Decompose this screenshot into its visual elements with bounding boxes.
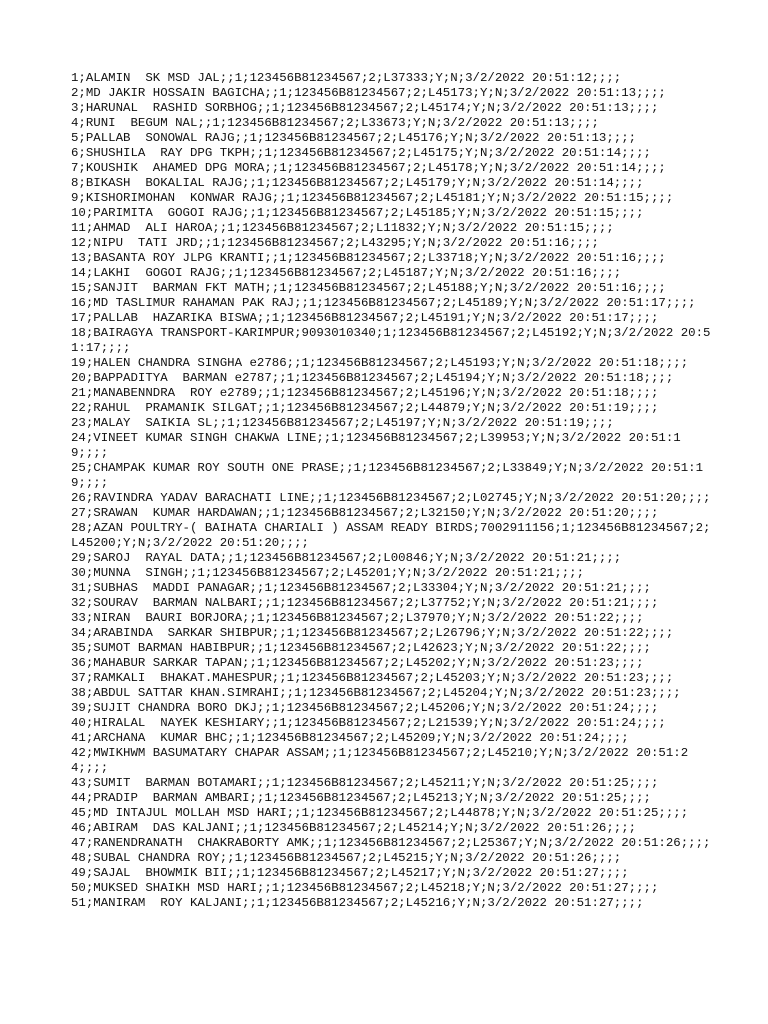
document-page — [71, 71, 711, 911]
record-line: 18;BAIRAGYA TRANSPORT-KARIMPUR;9093010340;1;123456B81234567;2;L45192;Y;N;3/2/2022 20:51:17;;;; — [71, 326, 711, 355]
record-line: 10;PARIMITA GOGOI RAJG;;1;123456B81234567;2;L45185;Y;N;3/2/2022 20:51:15;;;; — [71, 206, 644, 220]
record-line: 41;ARCHANA KUMAR BHC;;1;123456B81234567;2;L45209;Y;N;3/2/2022 20:51:24;;;; — [71, 731, 629, 745]
record-line: 13;BASANTA ROY JLPG KRANTI;;1;123456B81234567;2;L33718;Y;N;3/2/2022 20:51:16;;;; — [71, 251, 666, 265]
record-line: 37;RAMKALI BHAKAT.MAHESPUR;;1;123456B81234567;2;L45203;Y;N;3/2/2022 20:51:23;;;; — [71, 671, 674, 685]
record-line: 50;MUKSED SHAIKH MSD HARI;;1;123456B81234567;2;L45218;Y;N;3/2/2022 20:51:27;;;; — [71, 881, 659, 895]
record-line: 45;MD INTAJUL MOLLAH MSD HARI;;1;123456B81234567;2;L44878;Y;N;3/2/2022 20:51:25;;;; — [71, 806, 689, 820]
record-line: 28;AZAN POULTRY-( BAIHATA CHARIALI ) ASSAM READY BIRDS;7002911156;1;123456B81234567;2;L45200;Y;N;3/2/2022 20:51:20;;;; — [71, 521, 711, 550]
record-line: 49;SAJAL BHOWMIK BII;;1;123456B81234567;2;L45217;Y;N;3/2/2022 20:51:27;;;; — [71, 866, 629, 880]
record-line: 11;AHMAD ALI HAROA;;1;123456B81234567;2;L11832;Y;N;3/2/2022 20:51:15;;;; — [71, 221, 614, 235]
record-line: 15;SANJIT BARMAN FKT MATH;;1;123456B81234567;2;L45188;Y;N;3/2/2022 20:51:16;;;; — [71, 281, 666, 295]
record-line: 26;RAVINDRA YADAV BARACHATI LINE;;1;123456B81234567;2;L02745;Y;N;3/2/2022 20:51:20;;;; — [71, 491, 711, 505]
record-line: 9;KISHORIMOHAN KONWAR RAJG;;1;123456B81234567;2;L45181;Y;N;3/2/2022 20:51:15;;;; — [71, 191, 674, 205]
record-line: 20;BAPPADITYA BARMAN e2787;;1;123456B81234567;2;L45194;Y;N;3/2/2022 20:51:18;;;; — [71, 371, 674, 385]
record-line: 2;MD JAKIR HOSSAIN BAGICHA;;1;123456B81234567;2;L45173;Y;N;3/2/2022 20:51:13;;;; — [71, 86, 666, 100]
record-line: 17;PALLAB HAZARIKA BISWA;;1;123456B81234567;2;L45191;Y;N;3/2/2022 20:51:17;;;; — [71, 311, 659, 325]
record-line: 14;LAKHI GOGOI RAJG;;1;123456B81234567;2;L45187;Y;N;3/2/2022 20:51:16;;;; — [71, 266, 622, 280]
record-line: 7;KOUSHIK AHAMED DPG MORA;;1;123456B81234567;2;L45178;Y;N;3/2/2022 20:51:14;;;; — [71, 161, 666, 175]
record-line: 21;MANABENNDRA ROY e2789;;1;123456B81234567;2;L45196;Y;N;3/2/2022 20:51:18;;;; — [71, 386, 659, 400]
record-line: 19;HALEN CHANDRA SINGHA e2786;;1;123456B81234567;2;L45193;Y;N;3/2/2022 20:51:18;;;; — [71, 356, 689, 370]
record-line: 36;MAHABUR SARKAR TAPAN;;1;123456B81234567;2;L45202;Y;N;3/2/2022 20:51:23;;;; — [71, 656, 644, 670]
record-line: 35;SUMOT BARMAN HABIBPUR;;1;123456B81234567;2;L42623;Y;N;3/2/2022 20:51:22;;;; — [71, 641, 651, 655]
record-line: 44;PRADIP BARMAN AMBARI;;1;123456B81234567;2;L45213;Y;N;3/2/2022 20:51:25;;;; — [71, 791, 651, 805]
record-line: 5;PALLAB SONOWAL RAJG;;1;123456B81234567;2;L45176;Y;N;3/2/2022 20:51:13;;;; — [71, 131, 637, 145]
record-line: 3;HARUNAL RASHID SORBHOG;;1;123456B81234567;2;L45174;Y;N;3/2/2022 20:51:13;;;; — [71, 101, 659, 115]
record-line: 12;NIPU TATI JRD;;1;123456B81234567;2;L43295;Y;N;3/2/2022 20:51:16;;;; — [71, 236, 599, 250]
record-line: 25;CHAMPAK KUMAR ROY SOUTH ONE PRASE;;1;123456B81234567;2;L33849;Y;N;3/2/2022 20:51:19;;;; — [71, 461, 704, 490]
record-line: 48;SUBAL CHANDRA ROY;;1;123456B81234567;2;L45215;Y;N;3/2/2022 20:51:26;;;; — [71, 851, 622, 865]
record-line: 1;ALAMIN SK MSD JAL;;1;123456B81234567;2;L37333;Y;N;3/2/2022 20:51:12;;;; — [71, 71, 622, 85]
record-line: 4;RUNI BEGUM NAL;;1;123456B81234567;2;L33673;Y;N;3/2/2022 20:51:13;;;; — [71, 116, 599, 130]
record-line: 16;MD TASLIMUR RAHAMAN PAK RAJ;;1;123456B81234567;2;L45189;Y;N;3/2/2022 20:51:17;;;; — [71, 296, 696, 310]
record-line: 43;SUMIT BARMAN BOTAMARI;;1;123456B81234567;2;L45211;Y;N;3/2/2022 20:51:25;;;; — [71, 776, 659, 790]
record-line: 34;ARABINDA SARKAR SHIBPUR;;1;123456B81234567;2;L26796;Y;N;3/2/2022 20:51:22;;;; — [71, 626, 674, 640]
record-line: 23;MALAY SAIKIA SL;;1;123456B81234567;2;L45197;Y;N;3/2/2022 20:51:19;;;; — [71, 416, 614, 430]
record-line: 32;SOURAV BARMAN NALBARI;;1;123456B81234567;2;L37752;Y;N;3/2/2022 20:51:21;;;; — [71, 596, 659, 610]
record-line: 24;VINEET KUMAR SINGH CHAKWA LINE;;1;123456B81234567;2;L39953;Y;N;3/2/2022 20:51:19;;;; — [71, 431, 681, 460]
record-line: 29;SAROJ RAYAL DATA;;1;123456B81234567;2;L00846;Y;N;3/2/2022 20:51:21;;;; — [71, 551, 622, 565]
record-line: 6;SHUSHILA RAY DPG TKPH;;1;123456B81234567;2;L45175;Y;N;3/2/2022 20:51:14;;;; — [71, 146, 651, 160]
record-line: 51;MANIRAM ROY KALJANI;;1;123456B81234567;2;L45216;Y;N;3/2/2022 20:51:27;;;; — [71, 896, 644, 910]
record-line: 40;HIRALAL NAYEK KESHIARY;;1;123456B81234567;2;L21539;Y;N;3/2/2022 20:51:24;;;; — [71, 716, 666, 730]
record-line: 42;MWIKHWM BASUMATARY CHAPAR ASSAM;;1;123456B81234567;2;L45210;Y;N;3/2/2022 20:51:24;;;; — [71, 746, 689, 775]
record-line: 27;SRAWAN KUMAR HARDAWAN;;1;123456B81234567;2;L32150;Y;N;3/2/2022 20:51:20;;;; — [71, 506, 659, 520]
record-line: 30;MUNNA SINGH;;1;123456B81234567;2;L45201;Y;N;3/2/2022 20:51:21;;;; — [71, 566, 585, 580]
record-line: 22;RAHUL PRAMANIK SILGAT;;1;123456B81234567;2;L44879;Y;N;3/2/2022 20:51:19;;;; — [71, 401, 659, 415]
record-line: 47;RANENDRANATH CHAKRABORTY AMK;;1;123456B81234567;2;L25367;Y;N;3/2/2022 20:51:26;;;; — [71, 836, 711, 850]
record-line: 33;NIRAN BAURI BORJORA;;1;123456B81234567;2;L37970;Y;N;3/2/2022 20:51:22;;;; — [71, 611, 644, 625]
record-line: 46;ABIRAM DAS KALJANI;;1;123456B81234567;2;L45214;Y;N;3/2/2022 20:51:26;;;; — [71, 821, 637, 835]
record-line: 8;BIKASH BOKALIAL RAJG;;1;123456B81234567;2;L45179;Y;N;3/2/2022 20:51:14;;;; — [71, 176, 644, 190]
record-line: 31;SUBHAS MADDI PANAGAR;;1;123456B81234567;2;L33304;Y;N;3/2/2022 20:51:21;;;; — [71, 581, 651, 595]
record-line: 38;ABDUL SATTAR KHAN.SIMRAHI;;1;123456B81234567;2;L45204;Y;N;3/2/2022 20:51:23;;;; — [71, 686, 681, 700]
record-line: 39;SUJIT CHANDRA BORO DKJ;;1;123456B81234567;2;L45206;Y;N;3/2/2022 20:51:24;;;; — [71, 701, 659, 715]
